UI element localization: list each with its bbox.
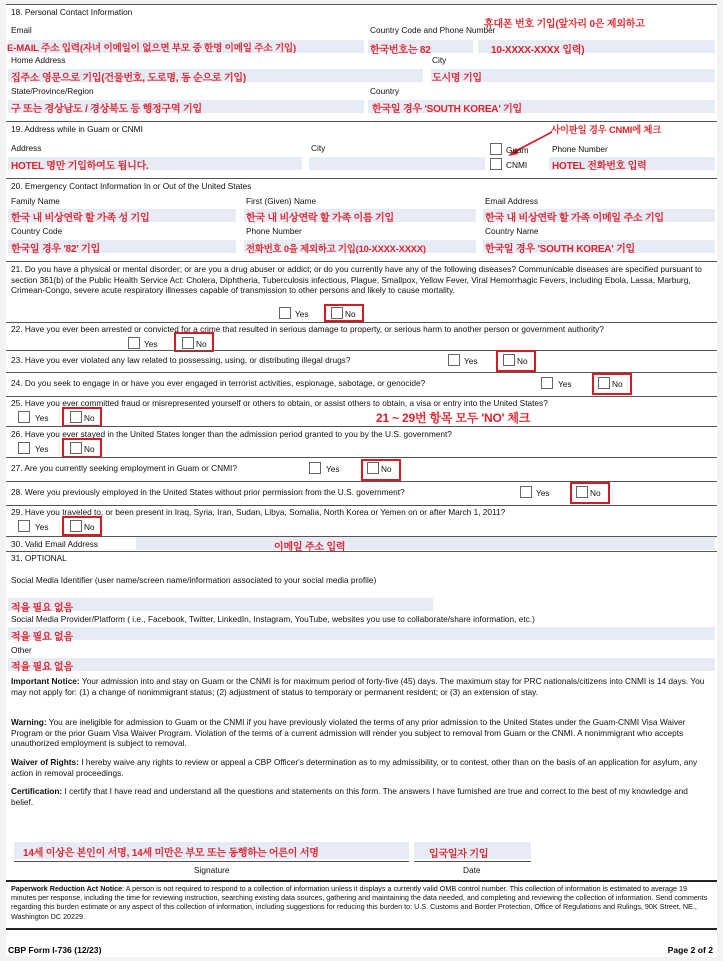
waiver-body: I hereby waive any rights to review or appeal a CBP Officer's determination as to my admissibility, or to contest, other than on the basis of an application for asylum, any action in removal proceedings. — [11, 757, 698, 778]
guam-checkbox[interactable] — [490, 143, 502, 155]
q21-no-label: No — [345, 309, 356, 319]
question-23: 23. Have you ever violated any law related to possessing, using, or distributing illegal drugs? — [11, 355, 351, 365]
provider-label: Social Media Provider/Platform ( i.e., Facebook, Twitter, LinkedIn, Instagram, YouTube, websites you use to collaborate/share information, etc.) — [11, 614, 535, 624]
country-name-note: 한국일 경우 'SOUTH KOREA' 기입 — [485, 244, 636, 255]
q29-no-label: No — [84, 522, 95, 532]
q23-yes-checkbox[interactable] — [448, 354, 460, 366]
other-field[interactable] — [8, 658, 715, 671]
divider — [6, 880, 717, 882]
important-notice — [11, 676, 711, 697]
country-code-label: Country Code — [11, 226, 63, 236]
cnmi-checkbox[interactable] — [490, 158, 502, 170]
q21-no-highlight — [324, 304, 364, 322]
email-note: E-MAIL 주소 입력(자녀 이메일이 없으면 부모 중 한명 이메일 주소 기입) — [7, 43, 296, 54]
q29-no-checkbox[interactable] — [70, 520, 82, 532]
q21-no-checkbox[interactable] — [331, 307, 343, 319]
divider — [6, 322, 717, 323]
other-note: 적을 필요 없음 — [11, 662, 73, 673]
q25-no-highlight — [62, 407, 102, 427]
divider — [6, 928, 717, 930]
waiver-notice — [11, 757, 711, 778]
q27-no-label: No — [381, 464, 392, 474]
paperwork-body: : A person is not required to respond to a collection of information unless it displays a currently valid OMB control number. This collection of information is estimated to average 19 minutes per response, including the time for reviewing instruction, searching existing data sources, gathering and maintaining the data needed, and completing and reviewing the collection of information. Send comments regarding this burden estimate or any aspect of this collection of information, including suggestions for reducing this burden to: U.S. Customs and Border Protection, Office of Regulations and Rulings, 90K Street, NE., Washington DC 20229. — [11, 884, 708, 921]
warning-body: You are ineligible for admission to Guam or the CNMI if you have previously violated the terms of any prior admission to the United States under the Guam-CNMI Visa Waiver Program or the prior Guam Visa Waiver Program. Violation of the terms of a current admission will render you subject to removal from Guam or the CNMI. A nonimmigrant who accepts unauthorized employment is subject to removal. — [11, 717, 686, 748]
q26-yes-label: Yes — [35, 444, 49, 454]
q27-yes-checkbox[interactable] — [309, 462, 321, 474]
city-note: 도시명 기입 — [432, 73, 482, 84]
phone-note-top: 휴대폰 번호 기입(앞자리 0은 제외하고 — [484, 19, 645, 30]
q23-no-highlight — [496, 350, 536, 372]
certification-heading: Certification: — [11, 786, 63, 796]
other-label: Other — [11, 645, 32, 655]
country-code-phone-label: Country Code and Phone Number — [370, 25, 496, 35]
question-28: 28. Were you previously employed in the United States without prior permission from the U.S. government? — [11, 487, 405, 497]
question-27: 27. Are you currently seeking employment in Guam or CNMI? — [11, 463, 237, 473]
signature-line — [14, 861, 409, 862]
divider — [6, 350, 717, 351]
social-id-note: 적을 필요 없음 — [11, 603, 73, 614]
emergency-email-label: Email Address — [485, 196, 539, 206]
country-name-label: Country Name — [485, 226, 539, 236]
q24-yes-label: Yes — [558, 379, 572, 389]
guam-label: Guam — [506, 145, 529, 155]
social-id-label: Social Media Identifier (user name/screen name/information associated to your social media profile) — [11, 575, 377, 585]
q23-no-label: No — [517, 356, 528, 366]
important-notice-body: Your admission into and stay on Guam or the CNMI is for maximum period of forty-five (45) days. The maximum stay for PRC nationals/citizens into CNMI is 14 days. You may not apply for: (1) a change of nonimmigrant status; (2) adjustment of status to temporary or permanent resident; or (3) an extension of stay. — [11, 676, 705, 697]
q24-no-label: No — [612, 379, 623, 389]
emergency-phone-label: Phone Number — [246, 226, 302, 236]
q21-yes-checkbox[interactable] — [279, 307, 291, 319]
q23-yes-label: Yes — [464, 356, 478, 366]
question-21: 21. Do you have a physical or mental disorder; or are you a drug abuser or addict; or do you currently have any of the following diseases? Communicable diseases are specified pursuant to section 361(b) of the Public Health Service Act: Cholera, Diphtheria, Tuberculosis infectious, Plague, Smallpox, Yellow Fever, Viral Hemorrhagic Fevers, including Ebola, Lassa, Marburg, Crimean-Congo, severe acute respiratory illnesses capable of transmission to other persons and likely to cause mortality. — [11, 264, 702, 295]
cnmi-label: CNMI — [506, 160, 528, 170]
question-24: 24. Do you seek to engage in or have you ever engaged in terrorist activities, espionage, sabotage, or genocide? — [11, 378, 426, 388]
section-30-title: 30. Valid Email Address — [11, 539, 99, 549]
country-code-note-2: 한국일 경우 '82' 기입 — [11, 244, 101, 255]
q26-no-label: No — [84, 444, 95, 454]
section-19-title: 19. Address while in Guam or CNMI — [11, 124, 143, 134]
paperwork-notice — [11, 884, 711, 921]
q28-yes-checkbox[interactable] — [520, 486, 532, 498]
divider — [6, 396, 717, 397]
section-20-title: 20. Emergency Contact Information In or Out of the United States — [11, 181, 252, 191]
q24-yes-checkbox[interactable] — [541, 377, 553, 389]
signature-label: Signature — [194, 865, 230, 875]
q28-no-checkbox[interactable] — [576, 486, 588, 498]
q22-no-label: No — [196, 339, 207, 349]
divider — [6, 4, 717, 5]
waiver-heading: Waiver of Rights: — [11, 757, 79, 767]
guam-phone-note: HOTEL 전화번호 입력 — [552, 161, 647, 172]
country-label: Country — [370, 86, 400, 96]
divider — [6, 551, 717, 552]
city-label: City — [432, 55, 447, 65]
cnmi-note: 사이판일 경우 CNMI에 체크 — [551, 124, 662, 135]
important-notice-heading: Important Notice: — [11, 676, 80, 686]
date-label: Date — [463, 865, 481, 875]
signature-note: 14세 이상은 본인이 서명, 14세 미만은 부모 또는 동행하는 어른이 서명 — [23, 848, 319, 859]
state-note: 구 또는 경상남도 / 경상북도 등 행정구역 기입 — [11, 104, 202, 115]
q25-yes-label: Yes — [35, 413, 49, 423]
guam-city-label: City — [311, 143, 326, 153]
home-address-note: 집주소 영문으로 기입(건물번호, 도로명, 동 순으로 기입) — [11, 73, 247, 84]
divider — [6, 481, 717, 482]
form-page — [6, 4, 717, 957]
q25-yes-checkbox[interactable] — [18, 411, 30, 423]
certification-notice — [11, 786, 711, 807]
divider — [6, 426, 717, 427]
home-address-label: Home Address — [11, 55, 66, 65]
divider — [6, 261, 717, 262]
q26-no-checkbox[interactable] — [70, 442, 82, 454]
q26-yes-checkbox[interactable] — [18, 442, 30, 454]
q27-no-checkbox[interactable] — [367, 462, 379, 474]
divider — [6, 178, 717, 179]
q27-yes-label: Yes — [326, 464, 340, 474]
guam-city-field[interactable] — [309, 157, 485, 170]
provider-note: 적을 필요 없음 — [11, 632, 73, 643]
family-name-note: 한국 내 비상연락 할 가족 성 기입 — [11, 213, 150, 224]
divider — [6, 457, 717, 458]
valid-email-note: 이메일 주소 입력 — [274, 542, 346, 553]
phone-note: 10-XXXX-XXXX 입력) — [491, 45, 585, 56]
first-name-label: First (Given) Name — [246, 196, 317, 206]
q26-no-highlight — [62, 438, 102, 458]
address-label: Address — [11, 143, 42, 153]
q23-no-checkbox[interactable] — [503, 354, 515, 366]
warning-notice — [11, 717, 711, 749]
q22-no-checkbox[interactable] — [182, 337, 194, 349]
first-name-note: 한국 내 비상연락 할 가족 이름 기입 — [246, 213, 394, 224]
warning-heading: Warning: — [11, 717, 47, 727]
date-note: 입국일자 기입 — [429, 849, 489, 860]
state-label: State/Province/Region — [11, 86, 94, 96]
q25-no-checkbox[interactable] — [70, 411, 82, 423]
valid-email-field[interactable] — [136, 537, 715, 550]
q29-yes-checkbox[interactable] — [18, 520, 30, 532]
provider-field[interactable] — [8, 627, 715, 640]
q21-yes-label: Yes — [295, 309, 309, 319]
question-25: 25. Have you ever committed fraud or misrepresented yourself or others to obtain, or assist others to obtain, a visa or entry into the United States? — [11, 398, 548, 408]
email-label: Email — [11, 25, 32, 35]
q25-no-label: No — [84, 413, 95, 423]
emergency-phone-note: 전화번호 0을 제외하고 기입(10-XXXX-XXXX) — [246, 243, 426, 254]
q22-yes-label: Yes — [144, 339, 158, 349]
paperwork-heading: Paperwork Reduction Act Notice — [11, 884, 123, 893]
section-31-title: 31. OPTIONAL — [11, 553, 67, 563]
certification-body: I certify that I have read and understand all the questions and statements on this form. The answers I have furnished are true and correct to the best of my knowledge and belief. — [11, 786, 688, 807]
family-name-label: Family Name — [11, 196, 60, 206]
emergency-email-note: 한국 내 비상연락 할 가족 이메일 주소 기입 — [485, 213, 664, 224]
date-line — [414, 861, 531, 862]
q29-yes-label: Yes — [35, 522, 49, 532]
q28-yes-label: Yes — [536, 488, 550, 498]
q29-no-highlight — [62, 516, 102, 536]
section-18-title: 18. Personal Contact Information — [11, 7, 133, 17]
form-id: CBP Form I-736 (12/23) — [8, 945, 102, 955]
divider — [6, 505, 717, 506]
page-number: Page 2 of 2 — [667, 945, 713, 955]
question-22: 22. Have you ever been arrested or convicted for a crime that resulted in serious damage to property, or serious harm to another person or government authority? — [11, 324, 604, 334]
q24-no-checkbox[interactable] — [598, 377, 610, 389]
q22-no-highlight — [174, 332, 214, 352]
guam-address-note: HOTEL 명만 기입하여도 됩니다. — [11, 161, 149, 172]
all-no-note: 21 ~ 29번 항목 모두 'NO' 체크 — [376, 411, 531, 425]
guam-phone-label: Phone Number — [552, 144, 608, 154]
country-code-note: 한국번호는 82 — [370, 45, 431, 56]
q28-no-label: No — [590, 488, 601, 498]
q22-yes-checkbox[interactable] — [128, 337, 140, 349]
question-26: 26. Have you ever stayed in the United States longer than the admission period granted to you by the U.S. government? — [11, 429, 452, 439]
country-note: 한국일 경우 'SOUTH KOREA' 기입 — [372, 104, 523, 115]
question-29: 29. Have you traveled to, or been present in Iraq, Syria, Iran, Sudan, Libya, Somalia, North Korea or Yemen on or after March 1, 2011? — [11, 507, 506, 517]
